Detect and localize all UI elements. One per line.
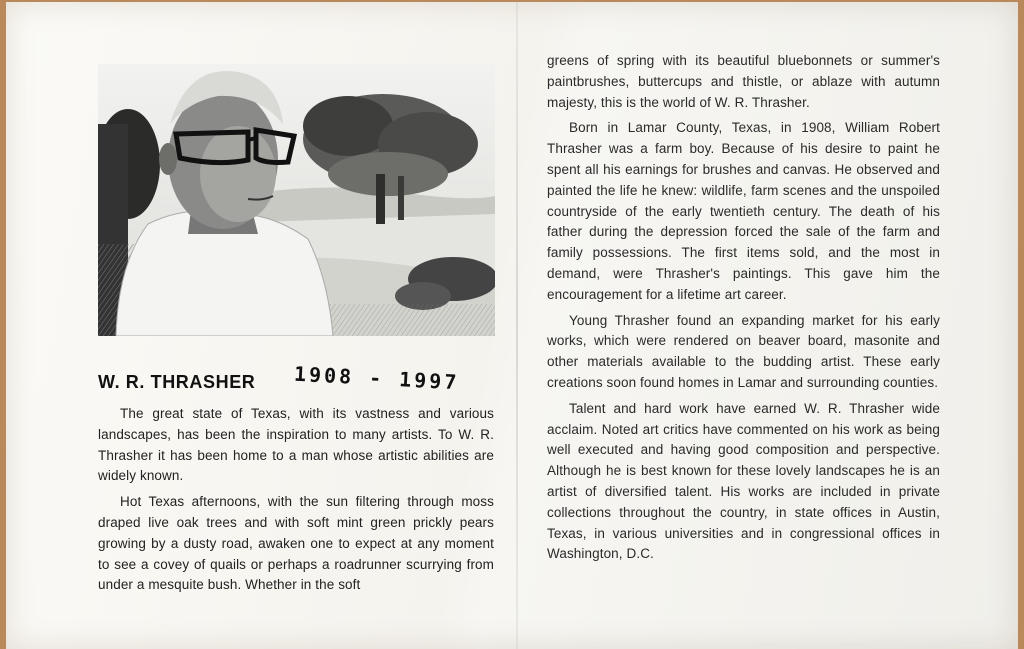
artist-heading: W. R. THRASHER bbox=[98, 372, 256, 392]
center-fold bbox=[516, 2, 518, 649]
paragraph: Hot Texas afternoons, with the sun filtering through moss draped live oak trees and with soft mint green prickly pears growing by a dusty road, awaken one to expect at any moment to see a covey of quails or perhaps a roadrunner scurrying from under a mesquite bush. Whether in the soft bbox=[98, 494, 494, 593]
left-column-text bbox=[98, 404, 494, 601]
paragraph: The great state of Texas, with its vastness and various landscapes, has been the inspiration to many artists. To W. R. Thrasher it has been home to a man whose artistic abilities are widely known. bbox=[98, 406, 494, 484]
paragraph: Born in Lamar County, Texas, in 1908, William Robert Thrasher was a farm boy. Because of his desire to paint he spent all his earnings for brushes and canvas. He observed and painted the life he knew: wildlife, farm scenes and the unspoiled countryside of the early twentieth century. The death of his father during the depression forced the sale of the farm and family possessions. The first items sold, and the most in demand, were Thrasher's paintings. This gave him the encouragement for a lifetime art career. bbox=[547, 120, 940, 302]
artist-photo bbox=[98, 64, 495, 336]
paragraph: Young Thrasher found an expanding market for his early works, which were rendered on beaver board, masonite and other materials available to the budding artist. These early creations soon found homes in Lamar and surrounding counties. bbox=[547, 312, 940, 390]
handwritten-dates: 1908 - 1997 bbox=[293, 361, 460, 395]
paragraph-continuation: greens of spring with its beautiful bluebonnets or summer's paintbrushes, buttercups and thistle, or ablaze with autumn majesty, this is the world of W. R. Thrasher. bbox=[547, 53, 940, 110]
brochure-sheet bbox=[6, 2, 1018, 649]
right-column-text bbox=[547, 51, 940, 570]
paragraph: Talent and hard work have earned W. R. Thrasher wide acclaim. Noted art critics have commented on his work as being well executed and having good composition and perspective. Although he is best known for these lovely landscapes he is an artist of diversified talent. His works are included in private collections throughout the country, in state offices in Austin, Texas, in various universities and in congressional offices in Washington, D.C. bbox=[547, 400, 940, 562]
